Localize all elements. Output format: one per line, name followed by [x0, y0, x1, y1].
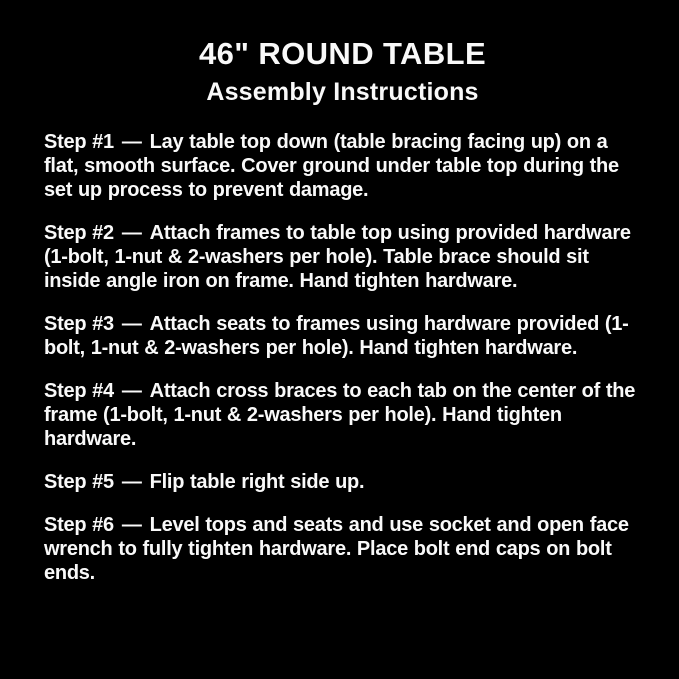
page-subtitle: Assembly Instructions — [206, 78, 479, 106]
step-3-dash: — — [121, 313, 142, 335]
step-5-label: Step #5 — [44, 471, 114, 493]
step-6-label: Step #6 — [44, 514, 114, 536]
step-2-text: Attach frames to table top using provided hardware (1-bolt, 1-nut & 2-washers per hole). Table brace should sit inside angle iron on frame. Hand tighten hardware. — [44, 222, 631, 292]
step-2 — [44, 221, 641, 293]
step-6-dash: — — [121, 514, 142, 536]
step-1-text: Lay table top down (table bracing facing up) on a flat, smooth surface. Cover ground under table top during the set up process to prevent damage. — [44, 131, 619, 201]
step-5-dash: — — [121, 471, 142, 493]
step-4-label: Step #4 — [44, 380, 114, 402]
step-2-label: Step #2 — [44, 222, 114, 244]
step-1-label: Step #1 — [44, 131, 114, 153]
step-3 — [44, 312, 641, 360]
step-4-text: Attach cross braces to each tab on the center of the frame (1-bolt, 1-nut & 2-washers per hole). Hand tighten hardware. — [44, 380, 636, 450]
step-3-label: Step #3 — [44, 313, 114, 335]
step-6 — [44, 513, 641, 585]
step-2-dash: — — [121, 222, 142, 244]
step-3-text: Attach seats to frames using hardware provided (1-bolt, 1-nut & 2-washers per hole). Hand tighten hardware. — [44, 313, 629, 359]
step-1 — [44, 130, 641, 202]
step-5 — [44, 470, 641, 494]
step-6-text: Level tops and seats and use socket and open face wrench to fully tighten hardware. Place bolt end caps on bolt ends. — [44, 514, 629, 584]
steps-list — [44, 130, 641, 585]
step-5-text: Flip table right side up. — [149, 471, 365, 493]
step-4-dash: — — [121, 380, 142, 402]
step-4 — [44, 379, 641, 451]
step-1-dash: — — [121, 131, 142, 153]
sheet-header — [44, 36, 641, 107]
page-title: 46" ROUND TABLE — [198, 36, 487, 71]
